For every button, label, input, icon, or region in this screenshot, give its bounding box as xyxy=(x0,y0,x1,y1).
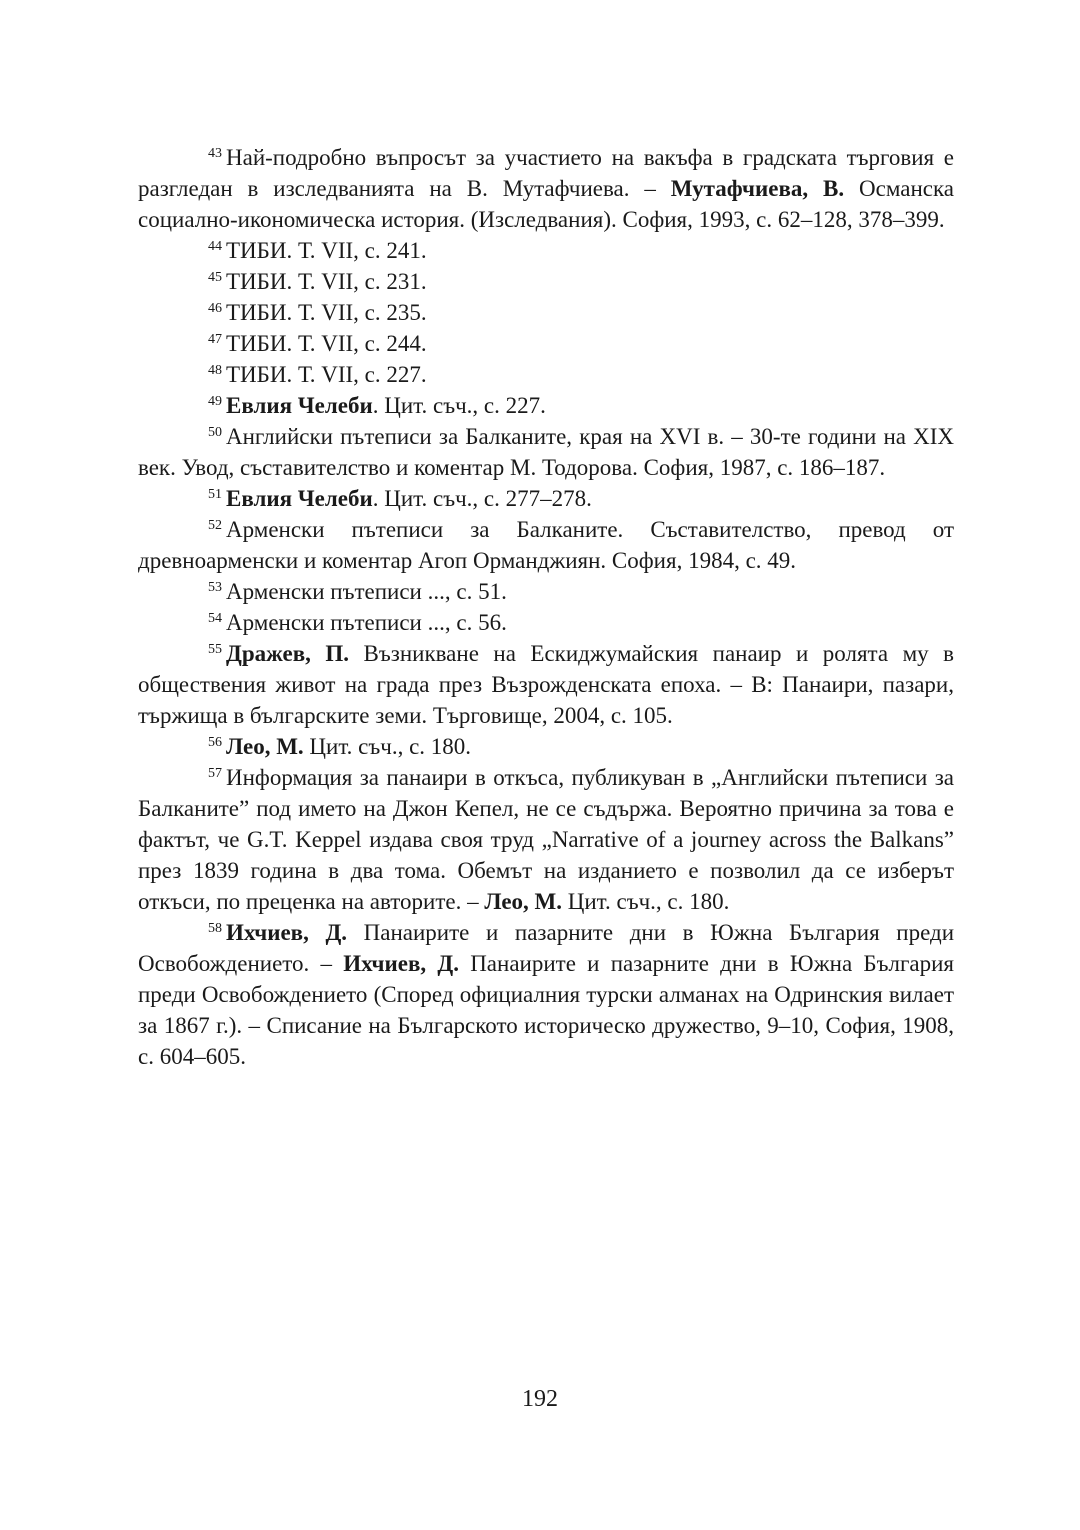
footnote xyxy=(138,731,954,762)
footnote-text: Османска социално-икономическа история. (Изследвания). София, 1993, с. 62–128, 378–399. xyxy=(138,176,954,232)
page-number: 192 xyxy=(522,1386,558,1412)
footnote xyxy=(138,142,954,235)
footnote-text: Панаирите и пазарните дни в Южна България преди Освобождението. – xyxy=(138,920,954,976)
footnote-number: 49 xyxy=(208,394,222,409)
footnote-text: Цит. съч., с. 180. xyxy=(562,889,730,914)
footnote-number: 57 xyxy=(208,766,222,781)
footnote-text: Цит. съч., с. 180. xyxy=(303,734,472,759)
footnote-author: Лео, М. xyxy=(226,734,304,759)
footnote-number: 43 xyxy=(208,146,222,161)
footnote-author: Дражев, П. xyxy=(226,641,350,666)
footnote xyxy=(138,297,954,328)
footnote xyxy=(138,483,954,514)
footnote-number: 48 xyxy=(208,363,222,378)
footnote-number: 55 xyxy=(208,642,222,657)
footnote-text: Информация за панаири в откъса, публикуван в „Английски пътеписи за Балканите” под името на Джон Кепел, не се съдържа. Вероятно причина за това е фактът, че G.T. Keppel издава своя труд „Narrative of a journey across the Balkans” през 1839 година в два тома. Обемът на изданието е позволил да се изберът откъси, по преценка на авторите. – xyxy=(138,765,954,914)
footnote xyxy=(138,514,954,576)
footnote xyxy=(138,235,954,266)
footnotes-block xyxy=(138,142,954,1072)
footnote-author: Евлия Челеби xyxy=(226,393,373,418)
footnote xyxy=(138,328,954,359)
footnote-number: 50 xyxy=(208,425,222,440)
footnote-number: 52 xyxy=(208,518,222,533)
footnote-author: Ихчиев, Д. xyxy=(343,951,459,976)
footnote-text: ТИБИ. Т. VII, с. 241. xyxy=(226,238,427,263)
footnote-number: 54 xyxy=(208,611,222,626)
footnote xyxy=(138,359,954,390)
footnote-number: 51 xyxy=(208,487,222,502)
footnote-text: Най-подробно въпросът за участието на вакъфа в градската търговия е разгледан в изследванията на В. Мутафчиева. – xyxy=(138,145,954,201)
footnote-author: Мутафчиева, В. xyxy=(670,176,845,201)
footnote-text: Арменски пътеписи за Балканите. Съставителство, превод от древноарменски и коментар Агоп Орманджиян. София, 1984, с. 49. xyxy=(138,517,954,573)
footnote-text: ТИБИ. Т. VII, с. 227. xyxy=(226,362,427,387)
footnote-number: 53 xyxy=(208,580,222,595)
footnote-number: 45 xyxy=(208,270,222,285)
footnote-author: Ихчиев, Д. xyxy=(226,920,348,945)
footnote-text: Английски пътеписи за Балканите, края на XVI в. – 30-те години на XIX век. Увод, съставителство и коментар М. Тодорова. София, 1987, с. 186–187. xyxy=(138,424,954,480)
footnote xyxy=(138,607,954,638)
footnote-author: Лео, М. xyxy=(484,889,563,914)
footnote-text: Арменски пътеписи ..., с. 56. xyxy=(226,610,507,635)
footnote-text: Панаирите и пазарните дни в Южна България преди Освобождението (Според официалния турски алманах на Одринския вилает за 1867 г.). – Списание на Българското историческо дружество, 9–10, София, 1908, с. 604–605. xyxy=(138,951,955,1069)
footnote-author: Евлия Челеби xyxy=(226,486,373,511)
footnote-text: Възникване на Ескиджумайския панаир и ролята му в обществения живот на града през Възрожденската епоха. – В: Панаири, пазари, тържища в българските земи. Търговище, 2004, с. 105. xyxy=(138,641,954,728)
footnote-number: 47 xyxy=(208,332,222,347)
footnote-text: . Цит. съч., с. 277–278. xyxy=(372,486,592,511)
footnote xyxy=(138,917,954,1072)
footnote-number: 46 xyxy=(208,301,222,316)
footnote xyxy=(138,576,954,607)
footnote xyxy=(138,266,954,297)
footnote xyxy=(138,762,954,917)
footnote xyxy=(138,638,954,731)
footnote-text: Арменски пътеписи ..., с. 51. xyxy=(226,579,507,604)
footnote-text: ТИБИ. Т. VII, с. 244. xyxy=(226,331,427,356)
footnote-number: 58 xyxy=(208,921,222,936)
footnote-text: ТИБИ. Т. VII, с. 235. xyxy=(226,300,427,325)
footnote xyxy=(138,421,954,483)
footnote xyxy=(138,390,954,421)
footnote-number: 44 xyxy=(208,239,222,254)
footnote-number: 56 xyxy=(208,735,222,750)
footnote-text: ТИБИ. Т. VII, с. 231. xyxy=(226,269,427,294)
footnote-text: . Цит. съч., с. 227. xyxy=(372,393,546,418)
